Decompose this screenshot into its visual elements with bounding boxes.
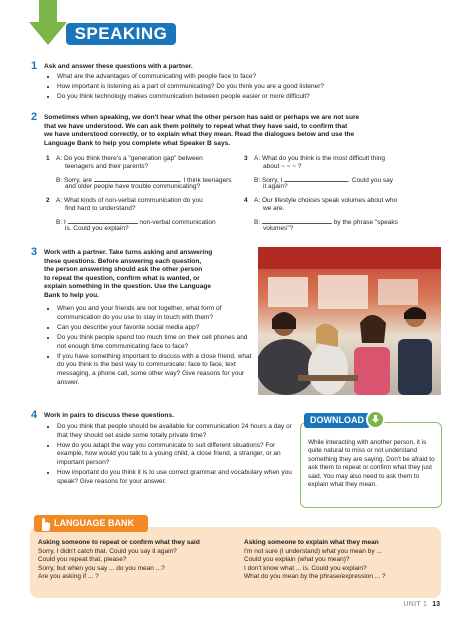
section-1-title: Ask and answer these questions with a partner. [44, 63, 193, 70]
speaker-b-text: by the phrase "speaks [333, 219, 398, 226]
speaker-a-line: about ~ ~ ~ ? [263, 163, 302, 171]
list-item: • Can you describe your favorite social media app? [57, 324, 252, 333]
speaker-a-line: find hard to understand? [65, 205, 136, 213]
download-title: DOWNLOAD [310, 415, 364, 425]
section-3-questions [46, 305, 252, 389]
section-1-number: 1 [31, 60, 38, 72]
speaker-b-text: . I think teenagers [179, 177, 232, 184]
section-3-title [44, 249, 254, 301]
language-bank-heading: Asking someone to repeat or confirm what they said [38, 539, 200, 546]
language-bank-column-1 [38, 539, 238, 582]
speaker-b-text: non-verbal communication [139, 219, 216, 226]
speaker-b-text: B: Sorry, are [56, 177, 93, 184]
speaker-b-line: and older people have trouble communicating? [65, 183, 201, 191]
speaker-b-line: it again? [263, 183, 288, 191]
language-bank-title: LANGUAGE BANK [54, 518, 134, 528]
title-line: Bank to help you. [44, 291, 99, 299]
title-line: Work with a partner. Take turns asking and answering [44, 249, 213, 256]
speaker-b-text: B: I [56, 219, 66, 226]
cafeteria-scene-image [258, 247, 441, 395]
speaker-b-line: volumes"? [263, 225, 294, 233]
download-text: While interacting with another person, it is quite natural to miss or not understand something they are saying. Don't be afraid to ask them to repeat or confirm what they just said. You may also need to ask them to explain what they mean. [308, 439, 435, 489]
list-item: • How important do you think it is to use correct grammar and vocabulary when you speak? Give reasons for your answer. [57, 469, 292, 486]
section-2-title [44, 114, 444, 148]
list-item: • What are the advantages of communicating with people face to face? [57, 73, 426, 82]
speaker-a-line: teenagers and their parents? [65, 163, 149, 171]
dialogue-number: 1 [46, 155, 50, 162]
download-box [300, 422, 442, 508]
list-item: • How do you adapt the way you communicate to suit different situations? For example, how would you talk to a young child, a close friend, a stranger, or an important person? [57, 442, 292, 468]
title-banner [66, 23, 176, 45]
list-item: • Do you think people spend too much time on their cell phones and not enough time communicating face to face? [57, 334, 252, 351]
download-icon [366, 410, 385, 429]
answer-blank[interactable] [94, 175, 180, 182]
section-4-number: 4 [31, 409, 38, 421]
answer-blank[interactable] [262, 217, 332, 224]
speaker-b-text: B: [254, 219, 261, 226]
dialogue-3 [244, 155, 434, 195]
list-item: • If you have something important to discuss with a close friend, what do you think is the best way to communicate: face to face, text messaging, a phone call, some other way? Give reasons for your answer. [57, 353, 252, 387]
dialogue-1 [46, 155, 236, 195]
list-item: • Do you think technology makes communication between people easier or more difficult? [57, 93, 426, 102]
speaker-b-line: is. Could you explain? [65, 225, 129, 233]
phrase: Are you asking if ... ? [38, 573, 99, 580]
language-bank-heading: Asking someone to explain what they mean [244, 539, 379, 546]
list-item: • Do you think that people should be available for communication 24 hours a day or that they should set aside some totally private time? [57, 423, 292, 440]
hand-icon [37, 514, 53, 532]
speaker-a-line: A: Do you think there's a "generation gap" between [56, 155, 203, 162]
speaker-a-line: we are. [263, 205, 285, 213]
title-line: Language Bank to help you complete what Speaker B says. [44, 139, 231, 147]
section-1-questions [46, 73, 426, 104]
answer-blank[interactable] [68, 217, 138, 224]
section-4-title: Work in pairs to discuss these questions. [44, 412, 174, 419]
list-item: • How important is listening as a part of communicating? Do you think you are a good listener? [57, 83, 426, 92]
speaker-a-line: A: Our lifestyle choices speak volumes about who [254, 197, 398, 204]
unit-label: UNIT 1 [403, 601, 428, 608]
phrase: Sorry, but when you say ... do you mean ...? [38, 564, 165, 572]
speaker-a-line: A: What kinds of non-verbal communication do you [56, 197, 203, 204]
title-line: to repeat the question, confirm what is wanted, or [44, 274, 200, 282]
dialogue-number: 2 [46, 197, 50, 204]
title-line: the person answering should ask the other person [44, 266, 203, 274]
phrase: I'm not sure (I understand) what you mean by ... [244, 547, 382, 555]
title-line: these questions. Before answering each question, [44, 257, 202, 265]
title-line: we have understood correctly, or to explain what they mean. Read the dialogues below and use the [44, 131, 355, 139]
speaker-b-text: . Could you say [348, 177, 394, 184]
title-line: explain something in the question. Use the Language [44, 283, 212, 291]
dialogue-4 [244, 197, 434, 237]
page-number: 13 [432, 601, 440, 608]
page-footer [380, 600, 440, 610]
title-line: Sometimes when speaking, we don't hear what the other person has said or perhaps we are not sure [44, 114, 360, 121]
dialogue-number: 3 [244, 155, 248, 162]
phrase: Sorry, I didn't catch that. Could you say it again? [38, 547, 177, 555]
phrase: I don't know what ... is. Could you explain? [244, 564, 367, 572]
page-title: SPEAKING [74, 24, 168, 43]
answer-blank[interactable] [284, 175, 348, 182]
section-3-number: 3 [31, 246, 38, 258]
speaker-b-text: B: Sorry, I [254, 177, 283, 184]
section-2-number: 2 [31, 111, 38, 123]
title-line: that we have understood. We can ask them politely to repeat what they have said, to confirm that [44, 122, 348, 130]
phrase: What do you mean by the phrase/expression ... ? [244, 573, 386, 580]
phrase: Could you repeat that, please? [38, 556, 127, 563]
speaker-a-line: A: What do you think is the most difficult thing [254, 155, 386, 162]
students-photo [258, 247, 441, 395]
dialogue-number: 4 [244, 197, 248, 204]
phrase: Could you explain (what you mean)? [244, 556, 350, 563]
list-item: • When you and your friends are not together, what form of communication do you use to stay in touch with them? [57, 305, 252, 322]
language-bank-column-2 [244, 539, 439, 582]
download-arrow-icon [368, 412, 383, 427]
green-arrow-icon [27, 0, 69, 46]
section-4-questions [46, 423, 292, 488]
dialogue-2 [46, 197, 236, 237]
